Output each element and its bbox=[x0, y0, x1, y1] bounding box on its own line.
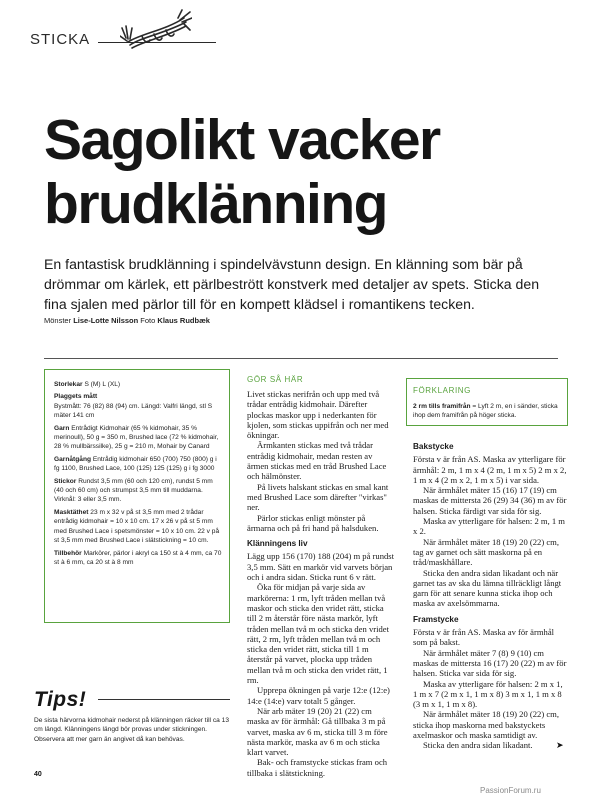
bodice-p1: Lägg upp 156 (170) 188 (204) m på rundst 3,5 mm. Sätt en markör vid varvets början och i andra sidan. Sticka runt 6 v rätt. bbox=[247, 551, 395, 583]
section-tag: STICKA bbox=[30, 31, 91, 48]
page-title bbox=[44, 108, 584, 236]
front-p3: Maska av ytterligare för halsen: 2 m x 1, 1 m x 7 (2 m x 1, 1 m x 8) 3 m x 1, 1 m x 8 (3 m x 1, 1 m x 8). bbox=[413, 678, 563, 710]
yarn-label: Garn bbox=[54, 424, 70, 432]
sizes-label: Storlekar bbox=[54, 381, 83, 388]
yarn-amount-label: Garnåtgång bbox=[54, 455, 92, 463]
gauge-value: 23 m x 32 v på st 3,5 mm med 2 trådar entrådig kidmohair = 10 x 10 cm. 17 x 26 v på st 5 mm med Brushed Lace i spetsmönster = 10 x 10 cm. 22 v på st 3,5 mm med Brushed Lace i slätstickning = 10 cm. bbox=[54, 508, 220, 545]
continue-arrow-icon: ➤ bbox=[556, 740, 564, 750]
front-p5: Sticka den andra sidan likadant. bbox=[423, 740, 533, 751]
needles-value: Rundst 3,5 mm (60 och 120 cm), rundst 5 mm (40 och 60 cm) och strumpst 3,5 mm till muddarna. Virknål: 3 eller 3,5 mm. bbox=[54, 477, 213, 504]
materials-text bbox=[54, 380, 224, 570]
watermark: PassionForum.ru bbox=[480, 786, 541, 795]
yarn-amount-value: Entrådig kidmohair 650 (700) 750 (800) g i fg 1100, Brushed Lace, 100 (125) 125 (125) g i fg 3000 bbox=[54, 455, 217, 473]
front-p4: När ärmhålet mäter 18 (19) 20 (22) cm, sticka ihop maskorna med bakstyckets axelmaskor och maska samtidigt av. bbox=[413, 709, 560, 741]
back-p2: När ärmhålet mäter 15 (16) 17 (19) cm maskas de mittersta 26 (29) 34 (36) m av för halsen. Sticka färdigt var sida för sig. bbox=[413, 485, 567, 516]
bodice-p4: När arb mäter 19 (20) 21 (22) cm maska av för ärmhål: Gå tillbaka 3 m på varvet, maska av 6 m, sticka till 3 m före nästa markör, maska av 6 m och sticka klart varvet. bbox=[247, 705, 388, 758]
bodice-p5: Bak- och framstycke stickas fram och tillbaka i slätstickning. bbox=[247, 757, 388, 778]
intro-paragraph: En fantastisk brudklänning i spindelvävstunn design. En klänning som bär på drömmar om kärlek, ett pärlbestrött konstverk med detaljer av spets. Sticka den fina sjalen med pärlor till för en kompett klädsel i romantikens tecken. bbox=[44, 256, 540, 312]
credits bbox=[44, 316, 210, 325]
bodice-p2: Öka för midjan på varje sida av markörerna: 1 rm, lyft tråden mellan två maskor och sticka den vridet rätt, sticka till 2 m återstår före nästa markör, lyft tråden mellan två m och sticka den vridet rätt, 2 rm, lyft tråden mellan två m och sticka den vridet rätt, sticka till 1 m återstår på varvet, plocka upp tråden mellan två m och sticka den vridet rätt, 1 rm. bbox=[247, 582, 389, 686]
bodice-p3: Upprepa ökningen på varje 12:e (12:e) 14:e (14:e) varv totalt 5 gånger. bbox=[247, 685, 390, 706]
explanation-definition: = Lyft 2 m, en i sänder, sticka ihop dem framifrån på höger sticka. bbox=[413, 403, 558, 420]
needles-label: Stickor bbox=[54, 477, 77, 485]
explanation-heading: FÖRKLARING bbox=[413, 386, 472, 395]
back-p5: Sticka den andra sidan likadant och när garnet tas av ska du lämna tillräckligt långt garn för att senare kunna sticka ihop och maska av axelsömmarna. bbox=[413, 567, 562, 609]
bodice-heading: Klänningens liv bbox=[247, 539, 308, 549]
tips-title: Tips! bbox=[34, 688, 87, 711]
measurements-value: Bystmått: 76 (82) 88 (94) cm. Längd: Valfri längd, stl S mäter 141 cm bbox=[54, 402, 213, 420]
sizes-value: S (M) L (XL) bbox=[84, 381, 121, 388]
notions-label: Tillbehör bbox=[54, 549, 82, 557]
back-heading: Bakstycke bbox=[413, 442, 454, 451]
tips-text: De sista härvorna kidmohair nederst på klänningen räcker till ca 13 cm längd. Klänningens längd bör provas under stickningen. Observera att mer garn än angivet då kan behövas. bbox=[34, 717, 229, 743]
instructions-p4: Pärlor stickas enligt mönster på ärmarna och på fri hand på halsduken. bbox=[247, 512, 379, 533]
explanation-text bbox=[413, 402, 563, 420]
yarn-skein-icon bbox=[120, 8, 192, 60]
front-p1: Första v är från AS. Maska av för ärmhål som på bakst. bbox=[413, 627, 555, 648]
tips-divider bbox=[98, 699, 230, 700]
credit-pattern-label: Mönster bbox=[44, 316, 72, 325]
front-p2: När ärmhålet mäter 7 (8) 9 (10) cm maskas de mittersta 16 (17) 20 (22) m av för halsen. Sticka var sida för sig. bbox=[413, 647, 567, 679]
credit-photo-label: Foto bbox=[140, 316, 156, 325]
notions-value: Markörer, pärlor i akryl ca 150 st à 4 mm, ca 70 st à 6 mm, ca 20 st à 8 mm bbox=[54, 549, 222, 566]
title-line-2: brudklänning bbox=[44, 172, 387, 236]
instructions-column bbox=[247, 389, 395, 778]
credit-photo-name: Klaus Rudbæk bbox=[157, 316, 210, 325]
title-line-1: Sagolikt vacker bbox=[44, 108, 440, 172]
back-p3: Maska av ytterligare för halsen: 2 m, 1 m x 2. bbox=[413, 516, 565, 537]
explanation-term: 2 rm tills framifrån bbox=[413, 403, 471, 410]
page-number: 40 bbox=[34, 771, 42, 778]
instructions-heading: GÖR SÅ HÄR bbox=[247, 375, 304, 384]
instructions-p1: Livet stickas nerifrån och upp med två trådar entrådig kidmohair. Därefter plockas maskor upp i nederkanten för kjolen, som stickas uppifrån och ner med ökningar. bbox=[247, 389, 389, 441]
credit-pattern-name: Lise-Lotte Nilsson bbox=[73, 316, 139, 325]
pieces-column bbox=[413, 442, 568, 751]
yarn-value: Entrådigt Kidmohair (65 % kidmohair, 35 % merinoull), 50 g = 350 m, Brushed lace (72 % kidmohair, 28 % mullbärssilke), 25 g = 210 m, Mohair by Canard bbox=[54, 424, 219, 451]
back-p1: Första v är från AS. Maska av ytterligare för ärmhål: 2 m, 1 m x 4 (2 m, 1 m x 5) 2 m x 2, 1 m x 4 (2 m x 2, 1 m x 5) i var sida. bbox=[413, 454, 567, 485]
instructions-p2: Ärmkanten stickas med två trådar entrådig kidmohair, medan resten av ärmen stickas med en tråd Brushed Lace och hälmönster. bbox=[247, 440, 387, 482]
section-divider bbox=[44, 358, 558, 359]
front-heading: Framstycke bbox=[413, 614, 459, 624]
gauge-label: Masktäthet bbox=[54, 508, 89, 516]
measurements-label: Plaggets mått bbox=[54, 393, 98, 401]
back-p4: När ärmhålet mäter 18 (19) 20 (22) cm, tag av garnet och sätt maskorna på en tråd/maskhållare. bbox=[413, 536, 560, 568]
instructions-p3: På livets halskant stickas en smal kant med Brushed Lace som därefter "virkas" ner. bbox=[247, 481, 389, 513]
